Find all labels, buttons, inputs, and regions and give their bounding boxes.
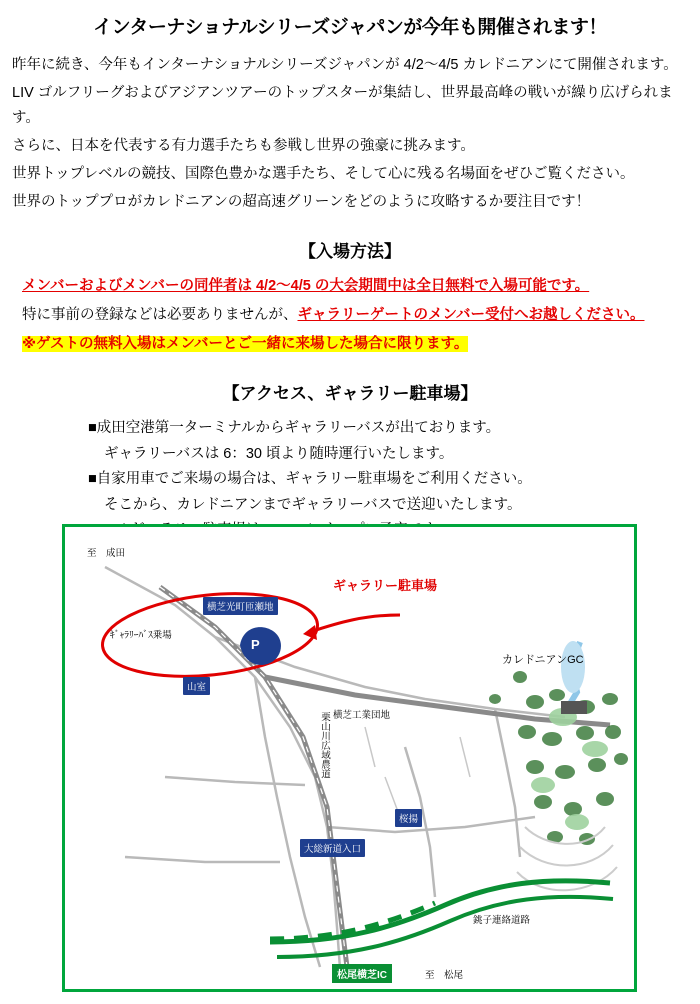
intro-line-1: 昨年に続き、今年もインターナショナルシリーズジャパンが 4/2～4/5 カレドニアンにて開催されます。 [12,57,678,73]
access-line-2: ギャラリーバスは 6：30 頃より随時運行いたします。 [104,446,454,462]
entry-section-body [22,274,678,357]
map-label-choushi-renraku: 銚子連絡道路 [473,915,531,926]
entry-line-guest-note [22,332,678,357]
document-page [0,12,700,1004]
map-label-narita: 至 成田 [87,548,126,559]
map-label-caledonian: カレドニアンGC [502,654,584,666]
access-section-heading: 【アクセス、ギャラリー駐車場】 [222,384,478,403]
intro-line-4: 世界トップレベルの競技、国際色豊かな選手たち、そして心に残る名場面をぜひご覧ください。 [12,166,635,182]
map-label-parking-marker: P [251,637,260,652]
intro-line-2: LIV ゴルフリーグおよびアジアンツアーのトップスターが集結し、世界最高峰の戦いが繰り広げられます。 [12,85,673,126]
map-label-sakuraoka: 桜揚 [395,809,422,827]
access-line-4: そこから、カレドニアンまでギャラリーバスで送迎いたします。 [104,497,522,513]
map-label-yokoshiba-kougyou: 横芝工業団地 [333,710,391,721]
map-label-matsuo-yokoshiba-ic: 松尾横芝IC [332,964,392,983]
intro-line-5: 世界のトッププロがカレドニアンの超高速グリーンをどのように攻略するか要注目です！ [12,194,591,210]
map-label-kuriyama-route: 栗山川広域農道 [319,712,330,779]
map-label-daisou-shindou: 大総新道入口 [300,839,365,857]
intro-line-3: さらに、日本を代表する有力選手たちも参戦し世界の強豪に挑みます。 [12,138,475,154]
map-label-yokoshiba-kouchou: 横芝光町匝瀬地 [203,597,278,615]
access-line-3: ■自家用車でご来場の場合は、ギャラリー駐車場をご利用ください。 [88,471,532,487]
entry-line-guest-note-text: ※ゲストの無料入場はメンバーとご一緒に来場した場合に限ります。 [22,336,469,352]
entry-line-registration-a: 特に事前の登録などは必要ありませんが、 [22,307,298,323]
page-title: インターナショナルシリーズジャパンが今年も開催されます！ [93,17,607,38]
entry-line-free-admission: メンバーおよびメンバーの同伴者は 4/2～4/5 の大会期間中は全日無料で入場可能です。 [22,278,590,294]
map-label-matsuo: 至 松尾 [425,970,464,981]
map-graphics [65,527,634,989]
map-label-gallery-bus-stop: ｷﾞｬﾗﾘｰﾊﾞｽ乗場 [110,630,172,641]
map-annotation-gallery-parking: ギャラリー駐車場 [333,578,438,593]
access-line-1: ■成田空港第一ターミナルからギャラリーバスが出ております。 [88,420,501,436]
intro-paragraphs [12,53,688,215]
entry-line-registration [22,303,678,328]
access-map [62,524,637,992]
map-label-yamaza: 山室 [183,677,210,695]
entry-section-heading: 【入場方法】 [299,242,401,261]
entry-line-registration-b: ギャラリーゲートのメンバー受付へお越しください。 [297,307,645,323]
